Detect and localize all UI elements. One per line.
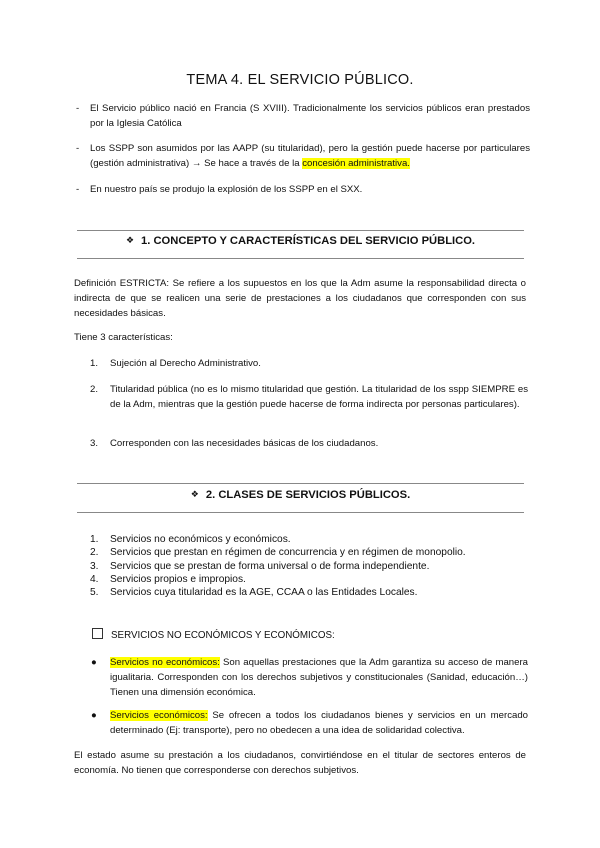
item-text: Servicios que se prestan de forma universal o de forma independiente. [110,561,430,572]
section2-heading [77,489,524,501]
closing-paragraph: El estado asume su prestación a los ciudadanos, convirtiéndose en el titular de sectores enteros de economía. No tienen que corresponderse con derechos subjetivos. [74,750,526,776]
class-item-3 [90,560,530,573]
highlighted-term: concesión administrativa. [302,158,410,169]
definition-paragraph: Definición ESTRICTA: Se refiere a los supuestos en los que la Adm asume la responsabilidad directa o indirecta de que se realicen una serie de prestaciones a los ciudadanos que corresponden con sus necesidades básicas. [74,278,526,319]
item-text: Servicios cuya titularidad es la AGE, CCAA o las Entidades Locales. [110,587,418,598]
intro-bullet-3 [76,182,530,197]
section-rule-top [77,483,524,484]
item-text: Se ofrecen a todos los ciudadanos bienes y servicios en un mercado determinado (Ej: transporte), pero no obedecen a una idea de solidaridad colectiva. [110,710,528,736]
item-number: 4. [90,574,99,585]
item-text: Son aquellas prestaciones que la Adm garantiza su acceso de manera igualitaria. Corresponden con los derechos subjetivos y constitucionales (Sanidad, educación…) Tienen una dimensión económica. [110,657,528,698]
item-number: 3. [90,438,99,449]
section-rule-bottom [77,258,524,259]
intro-bullet-1 [76,101,530,131]
bullet-text: En nuestro país se produjo la explosión de los SSPP en el SXX. [90,184,363,195]
bullet-dash: - [76,103,80,114]
item-number: 2. [90,384,99,395]
item-text: Titularidad pública (no es lo mismo titularidad que gestión. La titularidad de los sspp SIEMPRE es de la Adm, mientras que la gestión puede hacerse de forma indirecta por personas particulares). [110,384,528,410]
diamond-icon: ❖ [125,235,135,245]
subsection-title: SERVICIOS NO ECONÓMICOS Y ECONÓMICOS: [111,630,335,641]
characteristic-item-2 [90,382,528,412]
bullet-dot-icon: ● [91,657,97,668]
highlighted-term: Servicios no económicos: [110,657,220,668]
intro-bullet-2 [76,141,530,171]
bullet-text: El Servicio público nació en Francia (S XVIII). Tradicionalmente los servicios públicos eran prestados por la Iglesia Católica [90,103,530,129]
bullet-text: Los SSPP son asumidos por las AAPP (su titularidad), pero la gestión puede hacerse por particulares (gestión administrativa) → Se hace a través de la [90,143,530,169]
diamond-icon: ❖ [190,489,199,499]
bullet-dash: - [76,184,80,195]
type-item-economic [91,708,528,738]
item-text: Servicios que prestan en régimen de concurrencia y en régimen de monopolio. [110,547,466,558]
bullet-dash: - [76,143,80,154]
class-item-2 [90,546,530,559]
bullet-dot-icon: ● [91,710,97,721]
class-item-1 [90,533,530,546]
item-number: 2. [90,547,99,558]
section1-heading [77,235,524,247]
item-text: Corresponden con las necesidades básicas de los ciudadanos. [110,438,379,449]
class-item-4 [90,573,530,586]
checkbox-icon [92,628,103,639]
characteristic-item-1 [90,356,528,371]
section1-heading-text: 1. CONCEPTO Y CARACTERÍSTICAS DEL SERVICIO PÚBLICO. [141,235,476,247]
type-item-non-economic [91,655,528,700]
item-number: 1. [90,534,99,545]
section-rule-bottom [77,512,524,513]
subsection-title-row [92,628,335,643]
characteristics-intro: Tiene 3 características: [74,332,173,343]
document-title: TEMA 4. EL SERVICIO PÚBLICO. [186,72,414,88]
item-text: Sujeción al Derecho Administrativo. [110,358,261,369]
characteristic-item-3 [90,436,528,451]
item-number: 3. [90,561,99,572]
item-number: 5. [90,587,99,598]
section2-heading-text: 2. CLASES DE SERVICIOS PÚBLICOS. [205,489,411,501]
item-number: 1. [90,358,99,369]
section-rule-top [77,230,524,231]
item-text: Servicios propios e impropios. [110,574,246,585]
highlighted-term: Servicios económicos: [110,710,208,721]
item-text: Servicios no económicos y económicos. [110,534,291,545]
class-item-5 [90,586,530,599]
